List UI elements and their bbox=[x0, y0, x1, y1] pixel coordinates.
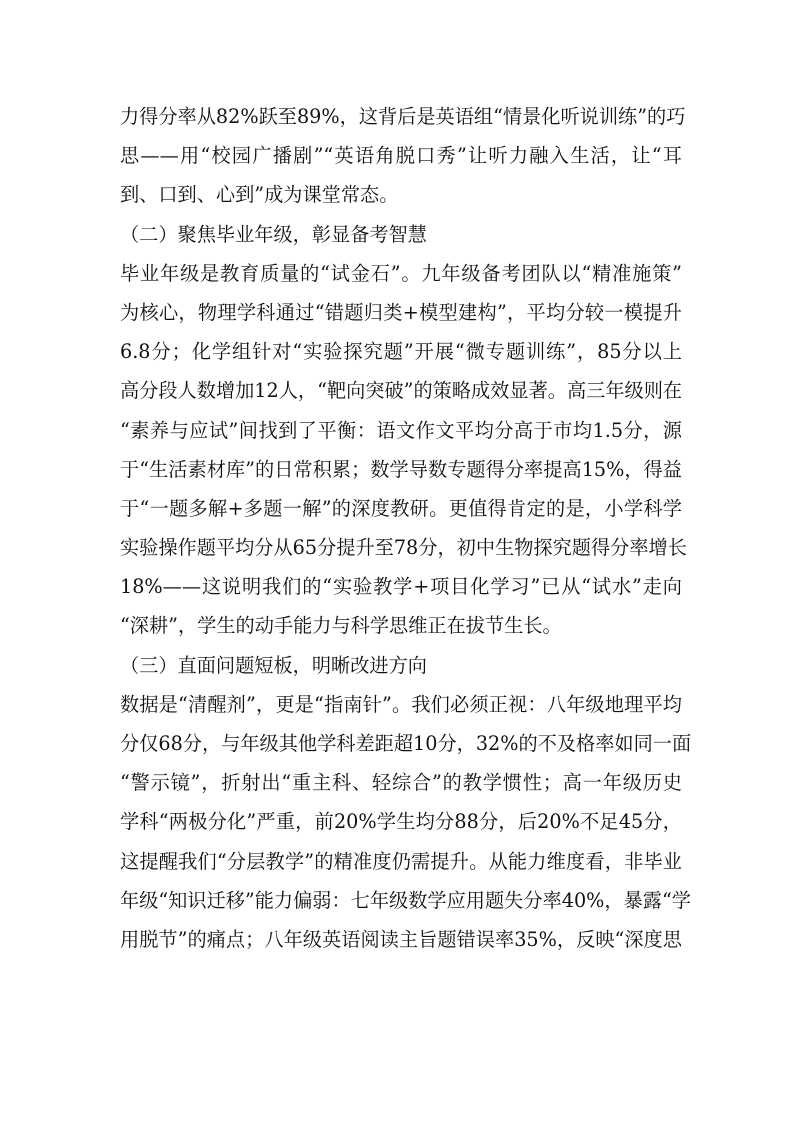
paragraph-line: 18%——这说明我们的“实验教学+项目化学习”已从“试水”走向 bbox=[120, 575, 682, 599]
paragraph-line: “警示镜”，折射出“重主科、轻综合”的教学惯性；高一年级历史 bbox=[120, 771, 682, 795]
section-heading: （二）聚焦毕业年级，彰显备考智慧 bbox=[120, 222, 427, 246]
paragraph-line: 高分段人数增加12人，“靶向突破”的策略成效显著。高三年级则在 bbox=[120, 379, 683, 403]
paragraph-line: “深耕”，学生的动手能力与科学思维正在拔节生长。 bbox=[120, 614, 562, 638]
paragraph-line: 6.8分；化学组针对“实验探究题”开展“微专题训练”，85分以上 bbox=[120, 340, 682, 364]
paragraph-line: 力得分率从82%跃至89%，这背后是英语组“情景化听说训练”的巧 bbox=[120, 105, 686, 128]
paragraph-line: 年级“知识迁移”能力偏弱：七年级数学应用题失分率40%，暴露“学 bbox=[120, 888, 691, 912]
paragraph-line: 实验操作题平均分从65分提升至78分，初中生物探究题得分率增长 bbox=[120, 536, 687, 560]
paragraph-line: 用脱节”的痛点；八年级英语阅读主旨题错误率35%，反映“深度思 bbox=[120, 927, 682, 951]
paragraph-line: 于“生活素材库”的日常积累；数学导数专题得分率提高15%，得益 bbox=[120, 457, 682, 481]
document-body bbox=[120, 97, 692, 959]
paragraph-line: 这提醒我们“分层教学”的精准度仍需提升。从能力维度看，非毕业 bbox=[120, 849, 682, 873]
section-heading: （三）直面问题短板，明晰改进方向 bbox=[120, 653, 427, 677]
paragraph-line: 毕业年级是教育质量的“试金石”。九年级备考团队以“精准施策” bbox=[120, 261, 682, 285]
paragraph-line: 学科“两极分化”严重，前20%学生均分88分，后20%不足45分， bbox=[120, 810, 682, 834]
paragraph-line: 到、口到、心到”成为课堂常态。 bbox=[120, 183, 399, 207]
paragraph-line: 分仅68分，与年级其他学科差距超10分，32%的不及格率如同一面 bbox=[120, 732, 692, 755]
paragraph-line: 为核心，物理学科通过“错题归类+模型建构”，平均分较一模提升 bbox=[120, 300, 682, 324]
paragraph-line: “素养与应试”间找到了平衡：语文作文平均分高于市均1.5分，源 bbox=[120, 418, 682, 442]
paragraph-line: 数据是“清醒剂”，更是“指南针”。我们必须正视：八年级地理平均 bbox=[120, 692, 682, 716]
paragraph-line: 思——用“校园广播剧”“英语角脱口秀”让听力融入生活，让“耳 bbox=[120, 144, 682, 168]
paragraph-line: 于“一题多解+多题一解”的深度教研。更值得肯定的是，小学科学 bbox=[120, 496, 682, 520]
